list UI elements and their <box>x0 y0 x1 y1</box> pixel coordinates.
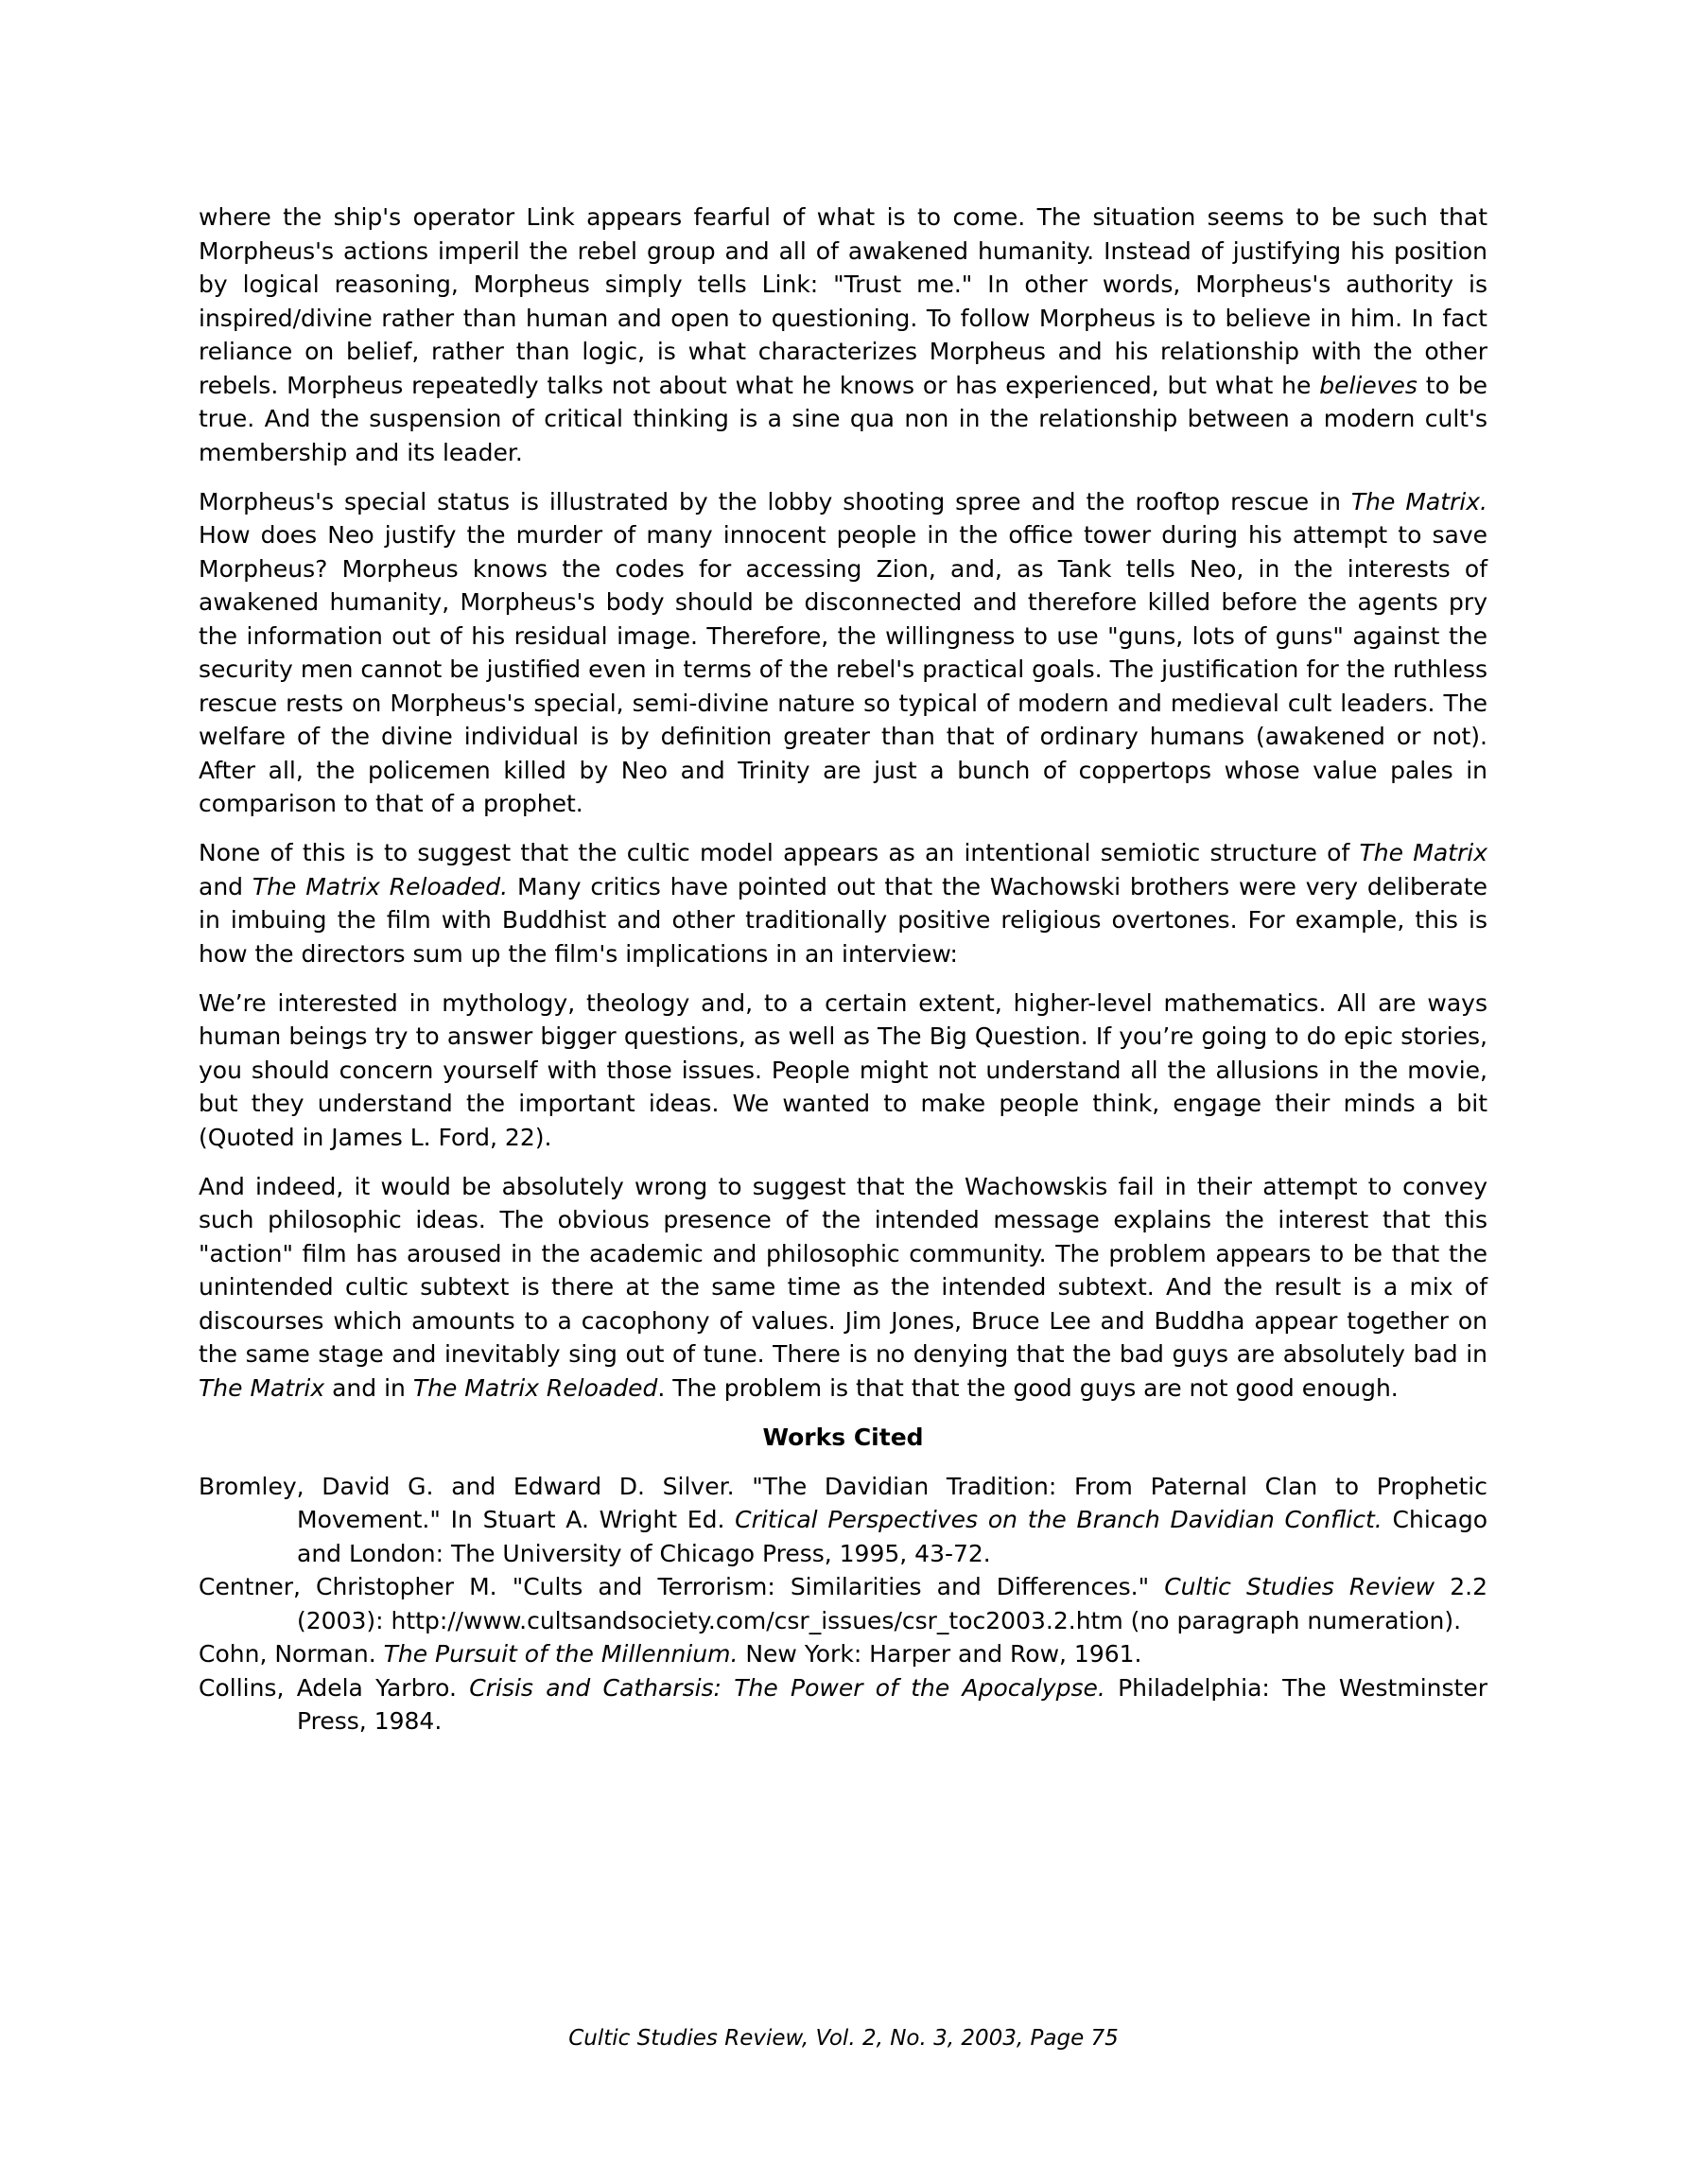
citation-text: Centner, Christopher M. "Cults and Terrorism: Similarities and Differences." <box>199 1573 1165 1600</box>
footer-citation: Cultic Studies Review, Vol. 2, No. 3, 2003, Page 75 <box>568 2026 1119 2051</box>
paragraph-1 <box>199 201 1487 469</box>
emphasis-text: believes <box>1319 371 1417 399</box>
film-title: The Matrix <box>1359 839 1488 866</box>
citation-text: New York: Harper and Row, 1961. <box>738 1640 1142 1668</box>
works-cited-heading: Works Cited <box>762 1423 924 1451</box>
citation-centner <box>199 1570 1487 1637</box>
citation-text: 2.2 (2003): <box>297 1573 1487 1634</box>
film-title: The Matrix <box>199 1373 325 1402</box>
citation-text: Cohn, Norman. <box>199 1640 384 1668</box>
works-cited-list <box>199 1470 1487 1738</box>
citation-text: (no paragraph numeration). <box>1122 1606 1462 1634</box>
film-title: The Matrix Reloaded. <box>252 872 509 900</box>
book-title: The Pursuit of the Millennium. <box>383 1640 739 1668</box>
citation-text: Bromley, David G. and Edward D. Silver. "The Davidian Tradition: From Paternal Clan to Prophetic Movement." In Stuart A. Wright Ed. <box>199 1472 1487 1533</box>
film-title: The Matrix Reloaded <box>412 1373 658 1402</box>
page-footer <box>0 2024 1687 2053</box>
film-title: The Matrix. <box>1350 487 1487 515</box>
paragraph-text: to be true. And the suspension of critical thinking is a sine qua non in the relationship between a modern cult's membership and its leader. <box>199 371 1487 466</box>
paragraph-text: None of this is to suggest that the cultic model appears as an intentional semiotic structure of <box>199 839 1360 866</box>
paragraph-5 <box>199 1170 1487 1406</box>
paragraph-3 <box>199 836 1487 970</box>
journal-title: Cultic Studies Review <box>1164 1573 1435 1600</box>
citation-url[interactable]: http://www.cultsandsociety.com/csr_issues/csr_toc2003.2.htm <box>391 1606 1123 1634</box>
book-title: Critical Perspectives on the Branch Davidian Conflict. <box>735 1506 1383 1533</box>
citation-cohn <box>199 1637 1487 1671</box>
paragraph-text: and in <box>324 1373 413 1402</box>
paragraph-text: and <box>199 872 252 900</box>
paragraph-2 <box>199 485 1487 821</box>
paragraph-text: And indeed, it would be absolutely wrong to suggest that the Wachowskis fail in their attempt to convey such philosophic ideas. The obvious presence of the intended message explains the interest that this "action" film has aroused in the academic and philosophic community. The problem appears to be that the unintended cultic subtext is there at the same time as the intended subtext. And the result is a mix of discourses which amounts to a cacophony of values. Jim Jones, Bruce Lee and Buddha appear together on the same stage and inevitably sing out of tune. There is no denying that the bad guys are absolutely bad in <box>199 1172 1487 1368</box>
paragraph-text: How does Neo justify the murder of many innocent people in the office tower during his attempt to save Morpheus? Morpheus knows the codes for accessing Zion, and, as Tank tells Neo, in the interests of awakened humanity, Morpheus's body should be disconnected and therefore killed before the agents pry the information out of his residual image. Therefore, the willingness to use "guns, lots of guns" against the security men cannot be justified even in terms of the rebel's practical goals. The justification for the ruthless rescue rests on Morpheus's special, semi-divine nature so typical of modern and medieval cult leaders. The welfare of the divine individual is by definition greater than that of ordinary humans (awakened or not). After all, the policemen killed by Neo and Trinity are just a bunch of coppertops whose value pales in comparison to that of a prophet. <box>199 521 1487 817</box>
citation-collins <box>199 1671 1487 1738</box>
paragraph-text: Many critics have pointed out that the Wachowski brothers were very deliberate in imbuing the film with Buddhist and other traditionally positive religious overtones. For example, this is how the directors sum up the film's implications in an interview: <box>199 872 1487 968</box>
interview-quote <box>199 987 1487 1155</box>
quote-text: We’re interested in mythology, theology and, to a certain extent, higher-level mathematics. All are ways human beings try to answer bigger questions, as well as The Big Question. If you’re going to do epic stories, you should concern yourself with those issues. People might not understand all the allusions in the movie, but they understand the important ideas. We wanted to make people think, engage their minds a bit (Quoted in James L. Ford, 22). <box>199 988 1487 1151</box>
paragraph-text: Morpheus's special status is illustrated by the lobby shooting spree and the rooftop rescue in <box>199 487 1351 515</box>
citation-bromley <box>199 1470 1487 1571</box>
citation-text: Collins, Adela Yarbro. <box>199 1673 470 1702</box>
citation-text: Chicago and London: The University of Chicago Press, 1995, 43-72. <box>297 1506 1487 1567</box>
paragraph-text: where the ship's operator Link appears fearful of what is to come. The situation seems to be such that Morpheus's actions imperil the rebel group and all of awakened humanity. Instead of justifying his position by logical reasoning, Morpheus simply tells Link: "Trust me." In other words, Morpheus's authority is inspired/divine rather than human and open to questioning. To follow Morpheus is to believe in him. In fact reliance on belief, rather than logic, is what characterizes Morpheus and his relationship with the other rebels. Morpheus repeatedly talks not about what he knows or has experienced, but what he <box>199 203 1487 399</box>
document-body <box>199 201 1487 1738</box>
book-title: Crisis and Catharsis: The Power of the Apocalypse. <box>469 1673 1105 1702</box>
citation-text: Philadelphia: The Westminster Press, 1984. <box>297 1673 1487 1735</box>
paragraph-text: . The problem is that that the good guys are not good enough. <box>657 1373 1399 1402</box>
